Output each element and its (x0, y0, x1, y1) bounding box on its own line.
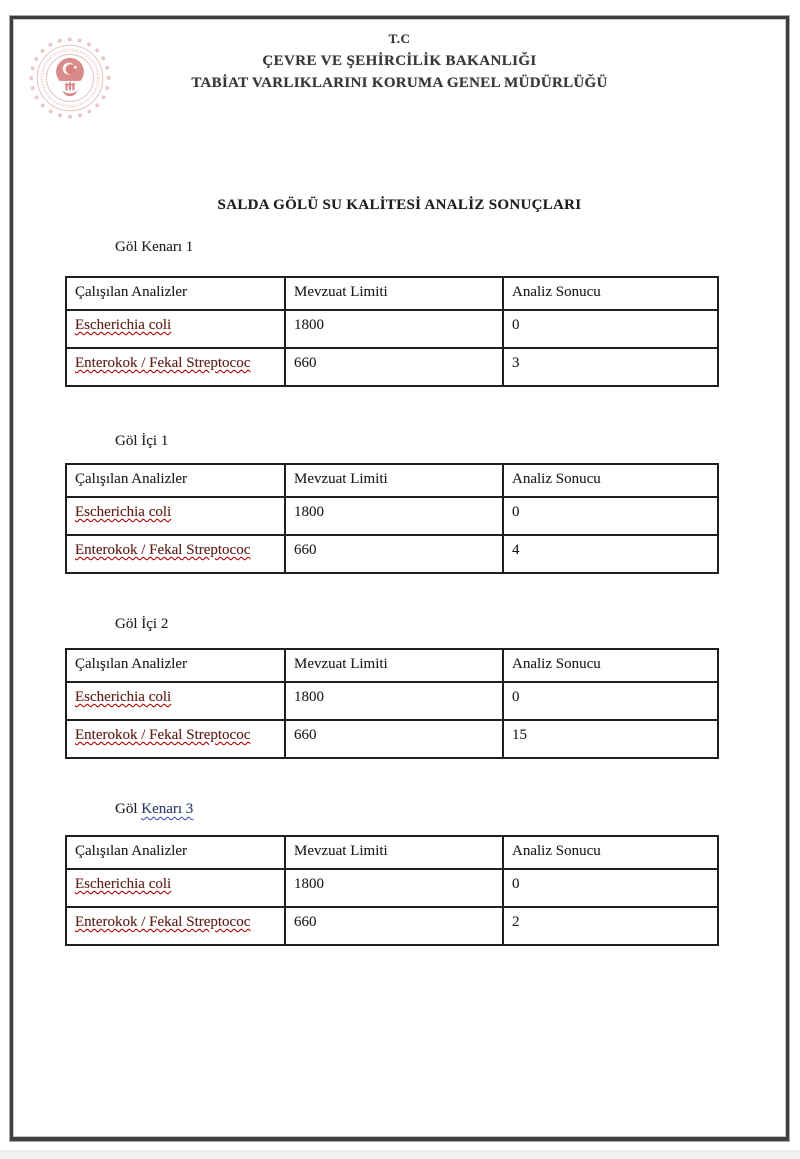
result-value: 15 (503, 720, 718, 758)
lake-section-2 (65, 432, 717, 574)
section-heading-text: Göl (115, 801, 138, 817)
limit-value: 1800 (285, 682, 503, 720)
table-header-row (66, 277, 718, 310)
table-row (66, 310, 718, 348)
letterhead (13, 28, 786, 94)
result-value: 3 (503, 348, 718, 386)
analysis-name: Enterokok / Fekal Streptococ (75, 355, 251, 371)
analysis-name-cell (66, 497, 285, 535)
letterhead-line2: ÇEVRE VE ŞEHİRCİLİK BAKANLIĞI (262, 53, 537, 69)
table-row (66, 869, 718, 907)
table-row (66, 907, 718, 945)
result-value: 4 (503, 535, 718, 573)
analysis-table (65, 835, 719, 946)
lake-section-3 (65, 615, 717, 759)
limit-value: 660 (285, 907, 503, 945)
analysis-name: Escherichia coli (75, 876, 172, 892)
column-header-limit: Mevzuat Limiti (285, 464, 503, 497)
analysis-table (65, 648, 719, 759)
page-border-frame (10, 16, 789, 1141)
section-heading-marked-text: Kenarı 3 (141, 801, 194, 817)
table-header-row (66, 649, 718, 682)
analysis-name-cell (66, 310, 285, 348)
analysis-name-cell (66, 869, 285, 907)
analysis-name-cell (66, 720, 285, 758)
column-header-limit: Mevzuat Limiti (285, 649, 503, 682)
lake-section-1 (65, 238, 717, 387)
table-row (66, 535, 718, 573)
column-header-analysis: Çalışılan Analizler (66, 836, 285, 869)
table-header-row (66, 836, 718, 869)
column-header-result: Analiz Sonucu (503, 836, 718, 869)
column-header-result: Analiz Sonucu (503, 649, 718, 682)
analysis-name-cell (66, 348, 285, 386)
limit-value: 660 (285, 720, 503, 758)
limit-value: 1800 (285, 869, 503, 907)
lake-section-4 (65, 800, 717, 946)
table-row (66, 348, 718, 386)
table-row (66, 720, 718, 758)
column-header-analysis: Çalışılan Analizler (66, 277, 285, 310)
limit-value: 1800 (285, 310, 503, 348)
section-heading-text: Göl İçi 2 (115, 616, 169, 632)
table-row (66, 682, 718, 720)
analysis-name: Escherichia coli (75, 504, 172, 520)
limit-value: 660 (285, 348, 503, 386)
column-header-limit: Mevzuat Limiti (285, 836, 503, 869)
section-heading (115, 238, 717, 256)
result-value: 0 (503, 682, 718, 720)
result-value: 0 (503, 497, 718, 535)
analysis-name: Escherichia coli (75, 689, 172, 705)
analysis-table (65, 276, 719, 387)
analysis-name: Enterokok / Fekal Streptococ (75, 542, 251, 558)
limit-value: 660 (285, 535, 503, 573)
column-header-result: Analiz Sonucu (503, 277, 718, 310)
result-value: 0 (503, 310, 718, 348)
column-header-analysis: Çalışılan Analizler (66, 464, 285, 497)
column-header-analysis: Çalışılan Analizler (66, 649, 285, 682)
analysis-name: Enterokok / Fekal Streptococ (75, 914, 251, 930)
analysis-name: Enterokok / Fekal Streptococ (75, 727, 251, 743)
analysis-name: Escherichia coli (75, 317, 172, 333)
analysis-name-cell (66, 682, 285, 720)
section-heading (115, 432, 717, 450)
section-heading (115, 615, 717, 633)
section-heading-text: Göl İçi 1 (115, 433, 169, 449)
result-value: 0 (503, 869, 718, 907)
analysis-table (65, 463, 719, 574)
table-header-row (66, 464, 718, 497)
result-value: 2 (503, 907, 718, 945)
document-title: SALDA GÖLÜ SU KALİTESİ ANALİZ SONUÇLARI (217, 197, 582, 213)
column-header-result: Analiz Sonucu (503, 464, 718, 497)
analysis-name-cell (66, 535, 285, 573)
column-header-limit: Mevzuat Limiti (285, 277, 503, 310)
letterhead-line1: T.C (388, 31, 411, 46)
scan-edge (0, 1150, 800, 1159)
table-row (66, 497, 718, 535)
letterhead-line3: TABİAT VARLIKLARINI KORUMA GENEL MÜDÜRLÜĞÜ (191, 75, 608, 91)
analysis-name-cell (66, 907, 285, 945)
limit-value: 1800 (285, 497, 503, 535)
section-heading (115, 800, 717, 818)
section-heading-text: Göl Kenarı 1 (115, 239, 194, 255)
